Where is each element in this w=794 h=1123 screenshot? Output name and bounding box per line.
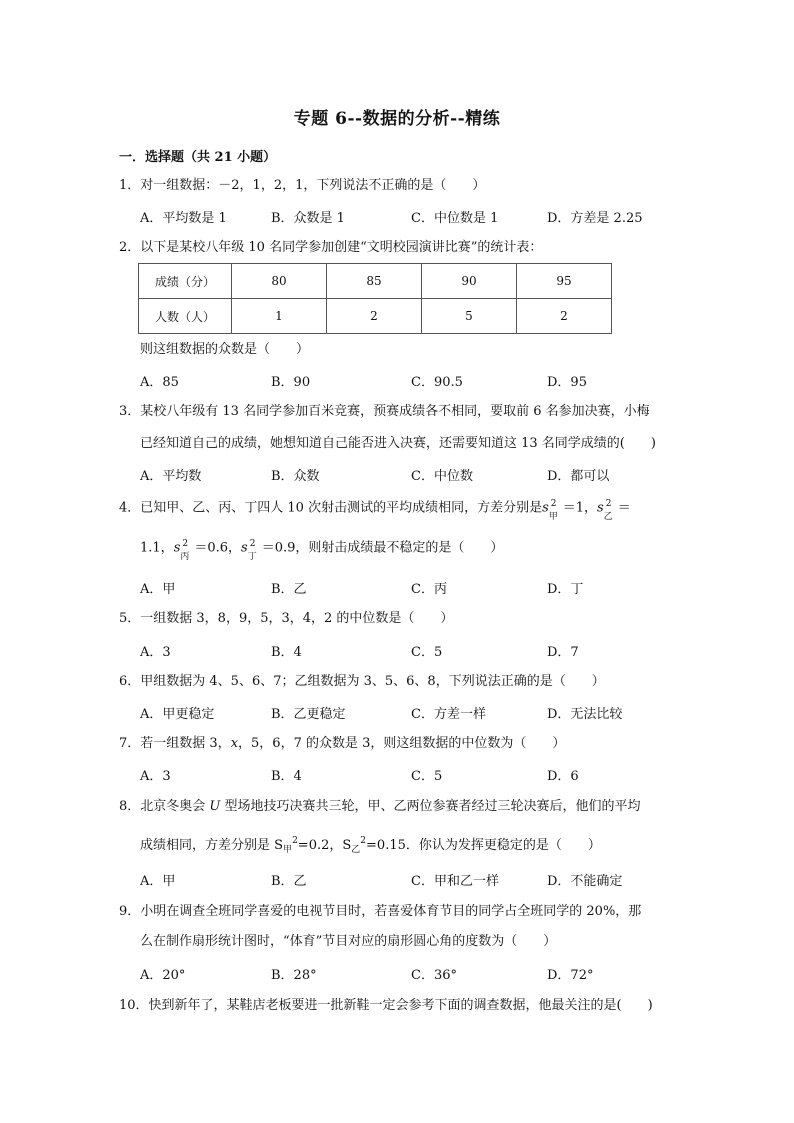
question-9-line-2: 么在制作扇形统计图时，“体育”节目对应的扇形圆心角的度数为（ ） (140, 934, 557, 949)
question-6-stem: 6．甲组数据为 4、5、6、7；乙组数据为 3、5、6、8，下列说法正确的是（ ） (119, 674, 605, 689)
q8-option-c: C．甲和乙一样 (411, 874, 499, 889)
section-heading: 一．选择题（共 21 小题） (119, 150, 277, 165)
q4-option-d: D．丁 (547, 582, 584, 597)
q4-option-a: A．甲 (140, 582, 176, 597)
table-row (139, 264, 612, 299)
q4-value: ＝ (617, 500, 631, 516)
q1-option-c: C．中位数是 1 (411, 211, 499, 226)
q9-option-a: A．20° (140, 968, 186, 983)
question-2-stem: 2．以下是某校八年级 10 名同学参加创建“文明校园演讲比赛”的统计表： (119, 240, 543, 255)
q7-variable: x (230, 736, 239, 751)
subscript: 甲 (283, 845, 293, 855)
question-3-line-1: 3．某校八年级有 13 名同学参加百米竞赛，预赛成绩各不相同，要取前 6 名参加决赛，小梅 (119, 404, 650, 419)
table-row (139, 299, 612, 334)
question-4-options (140, 578, 680, 598)
superscript: 2 (550, 499, 557, 509)
q8-value: =0.2， (297, 838, 343, 853)
subscript: 丙 (180, 552, 190, 562)
q4-text: 4．已知甲、乙、丙、丁四人 10 次射击测试的平均成绩相同，方差分别是 (119, 500, 543, 516)
question-9-options (140, 964, 680, 984)
table-cell: 1 (232, 299, 327, 334)
q1-option-a: A．平均数是 1 (140, 211, 227, 226)
q3-option-d: D．都可以 (547, 469, 610, 484)
table-cell: 2 (517, 299, 612, 334)
score-table (138, 263, 612, 334)
q4-value: ＝1， (562, 500, 598, 516)
question-7-options (140, 765, 680, 785)
q4-value: 1.1， (140, 540, 174, 556)
q8-text: 型场地技巧决赛共三轮，甲、乙两位参赛者经过三轮决赛后，他们的平均 (220, 799, 641, 814)
superscript: 2 (249, 539, 256, 549)
table-header-cell: 成绩（分） (139, 264, 232, 299)
superscript: 2 (182, 539, 189, 549)
superscript: 2 (292, 836, 298, 846)
q3-option-c: C．中位数 (411, 469, 473, 484)
question-2-follow: 则这组数据的众数是（ ） (140, 342, 310, 357)
table-cell: 2 (327, 299, 422, 334)
question-8-options (140, 870, 680, 890)
q5-option-b: B．4 (271, 645, 302, 660)
q6-option-a: A．甲更稳定 (140, 707, 215, 722)
question-5-options (140, 641, 680, 661)
question-8-line-1 (119, 797, 679, 817)
q7-option-a: A．3 (140, 769, 171, 784)
q7-text: 7．若一组数据 3， (119, 736, 231, 751)
q1-option-d: D．方差是 2.25 (547, 211, 643, 226)
table-cell: 85 (327, 264, 422, 299)
q8-option-b: B．乙 (271, 874, 307, 889)
q7-option-c: C．5 (411, 769, 443, 784)
q8-text: 成绩相同，方差分别是 (140, 838, 275, 853)
question-7-stem (119, 734, 679, 754)
variance-symbol: S (342, 838, 352, 853)
q9-option-c: C．36° (411, 968, 457, 983)
q8-option-d: D．不能确定 (547, 874, 623, 889)
table-cell: 5 (422, 299, 517, 334)
q9-option-d: D．72° (547, 968, 594, 983)
question-3-options (140, 465, 680, 485)
q7-option-d: D．6 (547, 769, 579, 784)
q2-option-c: C．90.5 (411, 375, 463, 390)
table-cell: 80 (232, 264, 327, 299)
superscript: 2 (605, 499, 612, 509)
q3-option-a: A．平均数 (140, 469, 202, 484)
variance-symbol: s (241, 540, 248, 556)
question-8-line-2 (140, 831, 601, 860)
q2-option-a: A．85 (140, 375, 179, 390)
table-cell: 90 (422, 264, 517, 299)
page-title: 专题 6--数据的分析--精练 (293, 109, 501, 129)
q8-option-a: A．甲 (140, 874, 176, 889)
subscript: 甲 (548, 512, 558, 522)
question-10-stem: 10．快到新年了，某鞋店老板要进一批新鞋一定会参考下面的调查数据，他最关注的是( ) (119, 998, 653, 1013)
q5-option-d: D．7 (547, 645, 579, 660)
q4-value: ＝0.6， (194, 540, 242, 556)
question-1-stem: 1．对一组数据：－2，1，2，1，下列说法不正确的是（ ） (119, 178, 486, 193)
q4-option-c: C．丙 (411, 582, 447, 597)
q2-option-d: D．95 (547, 375, 587, 390)
q4-value: ＝0.9，则射击成绩最不稳定的是（ ） (261, 540, 504, 556)
q8-value: =0.15．你认为发挥更稳定的是（ ） (366, 838, 601, 853)
variance-symbol: s (173, 540, 181, 556)
q7-option-b: B．4 (271, 769, 302, 784)
subscript: 丁 (247, 552, 257, 562)
q9-option-b: B．28° (271, 968, 317, 983)
question-5-stem: 5．一组数据 3，8，9，5，3，4，2 的中位数是（ ） (119, 611, 454, 626)
superscript: 2 (360, 836, 367, 846)
question-4-line-1 (119, 498, 679, 522)
q6-option-c: C．方差一样 (411, 707, 486, 722)
subscript: 乙 (603, 512, 613, 522)
q1-option-b: B．众数是 1 (271, 211, 345, 226)
table-cell: 95 (517, 264, 612, 299)
table-header-cell: 人数（人） (139, 299, 232, 334)
q3-option-b: B．众数 (271, 469, 320, 484)
q7-text: ，5，6，7 的众数是 3，则这组数据的中位数为（ ） (238, 736, 566, 751)
subscript: 乙 (351, 845, 361, 855)
question-4-line-2 (140, 538, 504, 562)
q4-option-b: B．乙 (271, 582, 307, 597)
question-6-options (140, 703, 680, 723)
question-3-line-2: 已经知道自己的成绩，她想知道自己能否进入决赛，还需要知道这 13 名同学成绩的( ) (140, 436, 656, 451)
question-2-options (140, 371, 680, 391)
variance-symbol: s (597, 500, 604, 516)
variance-symbol: S (274, 838, 284, 853)
question-1-options (140, 207, 680, 227)
q8-variable: U (209, 799, 221, 814)
variance-symbol: s (542, 500, 549, 516)
q5-option-c: C．5 (411, 645, 443, 660)
q5-option-a: A．3 (140, 645, 171, 660)
q2-option-b: B．90 (271, 375, 311, 390)
question-9-line-1: 9．小明在调查全班同学喜爱的电视节目时，若喜爱体育节目的同学占全班同学的 20%，那 (119, 904, 642, 919)
q8-text: 8．北京冬奥会 (119, 799, 210, 814)
q6-option-b: B．乙更稳定 (271, 707, 346, 722)
q6-option-d: D．无法比较 (547, 707, 623, 722)
